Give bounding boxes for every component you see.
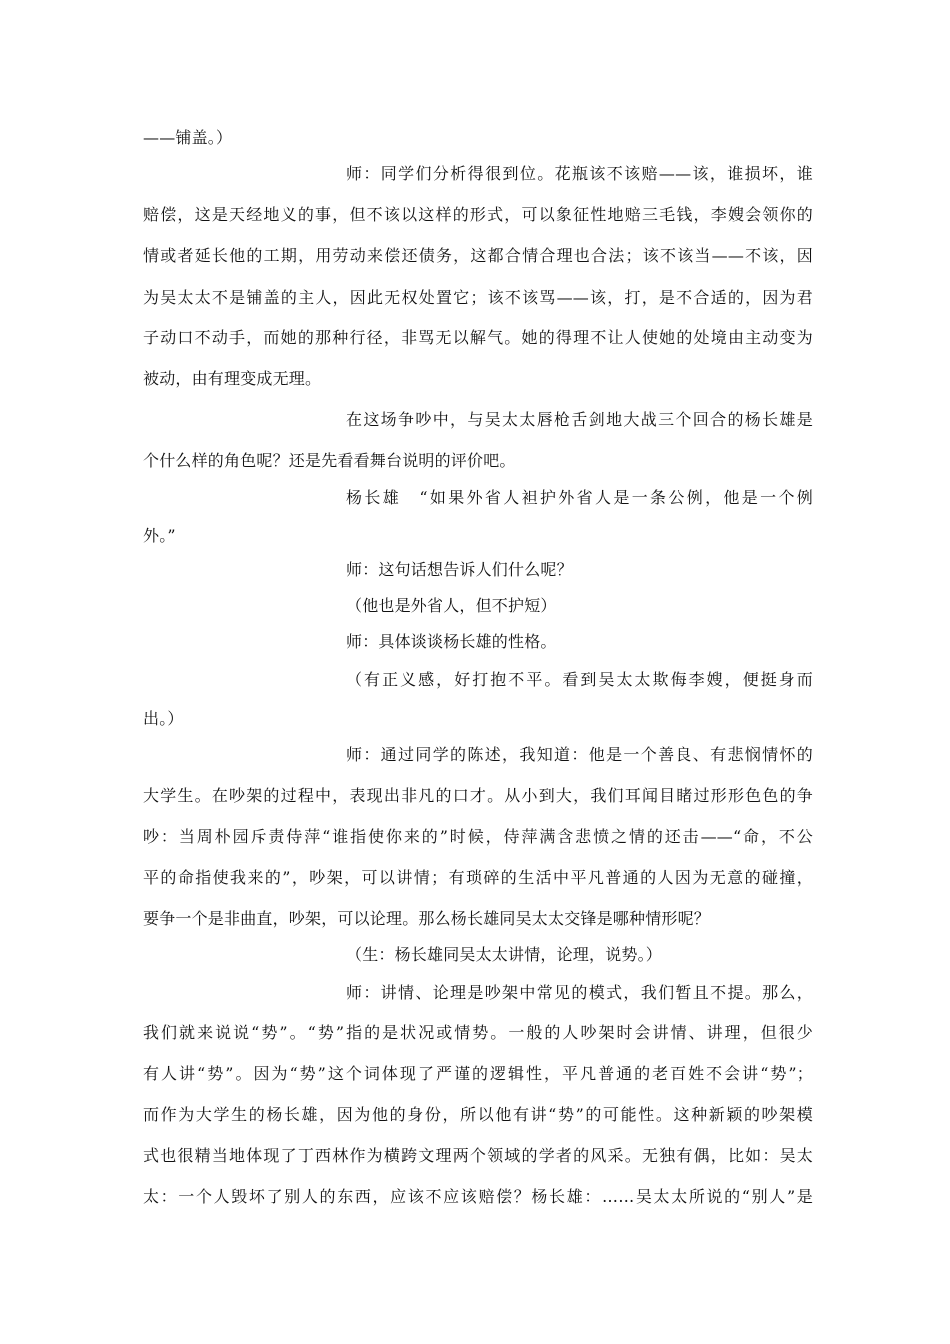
text-line: 师：这句话想告诉人们什么呢？: [346, 560, 573, 579]
text-line: 吵：当周朴园斥责侍萍“谁指使你来的”时候，侍萍满含悲愤之情的还击——“命，不公: [143, 827, 813, 846]
text-line: 太：一个人毁坏了别人的东西，应该不应该赔偿？杨长雄：……吴太太所说的“别人”是: [143, 1187, 813, 1206]
text-line: 大学生。在吵架的过程中，表现出非凡的口才。从小到大，我们耳闻目睹过形形色色的争: [143, 786, 813, 805]
text-line: 出。）: [143, 709, 184, 728]
text-line: 式也很精当地体现了丁西林作为横跨文理两个领域的学者的风采。无独有偶，比如：吴太: [143, 1146, 813, 1165]
text-line: 师：讲情、论理是吵架中常见的模式，我们暂且不提。那么，: [346, 983, 813, 1002]
text-line: ——铺盖。）: [143, 128, 233, 147]
text-line: 被动，由有理变成无理。: [143, 369, 322, 388]
text-line: 要争一个是非曲直，吵架，可以论理。那么杨长雄同吴太太交锋是哪种情形呢？: [143, 909, 711, 928]
text-line: 在这场争吵中，与吴太太唇枪舌剑地大战三个回合的杨长雄是: [346, 410, 813, 429]
text-line: 有人讲“势”。因为“势”这个词体现了严谨的逻辑性，平凡普通的老百姓不会讲“势”；: [143, 1064, 813, 1083]
text-line: 而作为大学生的杨长雄，因为他的身份，所以他有讲“势”的可能性。这种新颖的吵架模: [143, 1105, 813, 1124]
text-line: 外。”: [143, 526, 176, 545]
text-line: 师：通过同学的陈述，我知道：他是一个善良、有悲悯情怀的: [346, 745, 813, 764]
text-line: 我们就来说说“势”。“势”指的是状况或情势。一般的人吵架时会讲情、讲理，但很少: [143, 1023, 813, 1042]
text-line: （他也是外省人，但不护短）: [346, 596, 557, 615]
text-line: 赔偿，这是天经地义的事，但不该以这样的形式，可以象征性地赔三毛钱，李嫂会领你的: [143, 205, 813, 224]
text-line: 个什么样的角色呢？还是先看看舞台说明的评价吧。: [143, 451, 516, 470]
text-line: （生：杨长雄同吴太太讲情，论理，说势。）: [346, 945, 663, 964]
text-line: 师：同学们分析得很到位。花瓶该不该赔——该，谁损坏，谁: [346, 164, 813, 183]
text-line: 杨长雄 “如果外省人袒护外省人是一条公例，他是一个例: [346, 488, 813, 507]
text-line: 情或者延长他的工期，用劳动来偿还债务，这都合情合理也合法；该不该当——不该，因: [143, 246, 813, 265]
text-line: （有正义感，好打抱不平。看到吴太太欺侮李嫂，便挺身而: [346, 670, 813, 689]
text-line: 师：具体谈谈杨长雄的性格。: [346, 632, 557, 651]
text-line: 为吴太太不是铺盖的主人，因此无权处置它；该不该骂——该，打，是不合适的，因为君: [143, 288, 813, 307]
text-line: 子动口不动手，而她的那种行径，非骂无以解气。她的得理不让人使她的处境由主动变为: [143, 328, 813, 347]
text-line: 平的命指使我来的”，吵架，可以讲情；有琐碎的生活中平凡普通的人因为无意的碰撞，: [143, 868, 813, 887]
